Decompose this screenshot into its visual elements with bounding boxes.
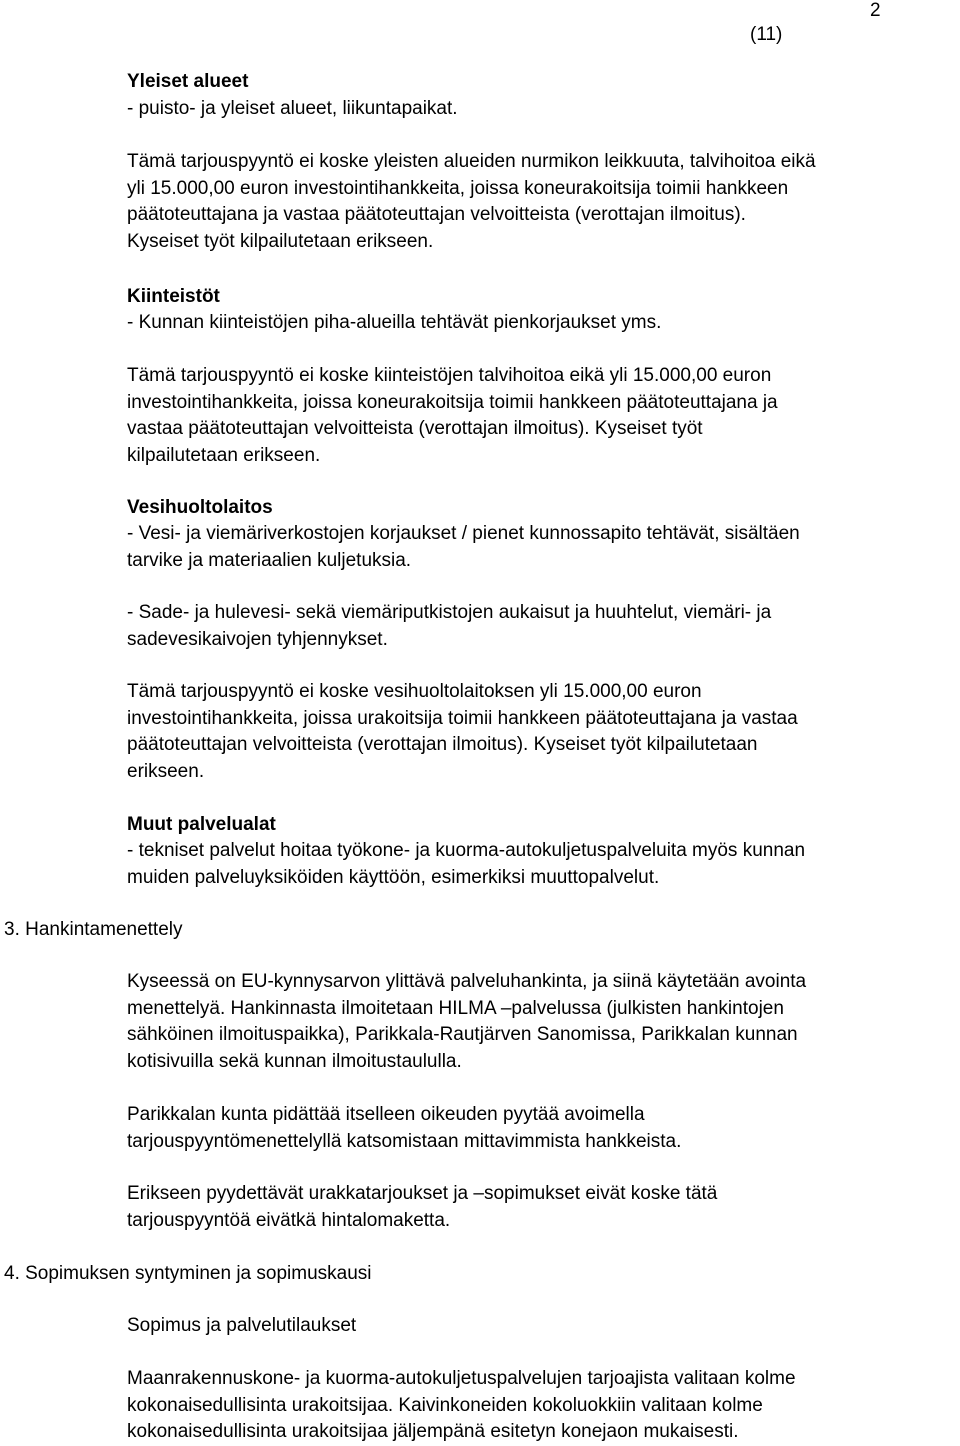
yleiset-alueet-note xyxy=(127,149,952,255)
para-line: kokonaisedullisinta urakoitsijaa. Kaivinkoneiden kokoluokkiin valitaan kolme xyxy=(127,1394,763,1416)
para-line: tarjouspyyntöä eivätkä hintalomaketta. xyxy=(127,1209,451,1231)
note-line: erikseen. xyxy=(127,760,205,782)
para-line: kokonaisedullisinta urakoitsijaa jäljempänä esitetyn konejaon mukaisesti. xyxy=(127,1421,739,1442)
item-line: sadevesikaivojen tyhjennykset. xyxy=(127,628,388,650)
para-line: Kyseessä on EU-kynnysarvon ylittävä palveluhankinta, ja siinä käytetään avointa xyxy=(127,971,807,992)
section-3-para-3 xyxy=(127,1181,952,1234)
item-line: - Sade- ja hulevesi- sekä viemäriputkistojen aukaisut ja huuhtelut, viemäri- ja xyxy=(127,602,772,623)
para-line: Maanrakennuskone- ja kuorma-autokuljetuspalvelujen tarjoajista valitaan kolme xyxy=(127,1368,796,1389)
item-line: muiden palveluyksiköiden käyttöön, esimerkiksi muuttopalvelut. xyxy=(127,866,660,888)
para-line: menettelyä. Hankinnasta ilmoitetaan HILMA –palvelussa (julkisten hankintojen xyxy=(127,997,784,1019)
section-3-para-1 xyxy=(127,969,952,1075)
section-4-subheading: Sopimus ja palvelutilaukset xyxy=(127,1315,357,1336)
note-line: päätoteuttajana ja vastaa päätoteuttajan velvoitteista (verottajan ilmoitus). xyxy=(127,204,746,225)
muut-palvelualat-item xyxy=(127,838,952,891)
item-line: - tekniset palvelut hoitaa työkone- ja kuorma-autokuljetuspalveluita myös kunnan xyxy=(127,840,806,861)
note-line: kilpailutetaan erikseen. xyxy=(127,444,321,466)
note-line: vastaa päätoteuttajan velvoitteista (verottajan ilmoitus). Kyseiset työt xyxy=(127,418,703,439)
section-4-para-1 xyxy=(127,1366,952,1446)
para-line: tarjouspyyntömenettelyllä katsomistaan mittavimmista hankkeista. xyxy=(127,1130,682,1152)
vesihuoltolaitos-note xyxy=(127,679,952,785)
note-line: Tämä tarjouspyyntö ei koske vesihuoltolaitoksen yli 15.000,00 euron xyxy=(127,681,702,702)
para-line: kotisivuilla sekä kunnan ilmoitustaululla. xyxy=(127,1050,462,1072)
yleiset-alueet-item: - puisto- ja yleiset alueet, liikuntapaikat. xyxy=(127,98,458,119)
item-line: - Vesi- ja viemäriverkostojen korjaukset / pienet kunnossapito tehtävät, sisältäen xyxy=(127,523,800,544)
section-3-para-2 xyxy=(127,1102,952,1155)
item-line: tarvike ja materiaalien kuljetuksia. xyxy=(127,549,412,571)
para-line: sähköinen ilmoituspaikka), Parikkala-Rautjärven Sanomissa, Parikkalan kunnan xyxy=(127,1024,798,1045)
section-4-heading: 4. Sopimuksen syntyminen ja sopimuskausi xyxy=(4,1263,372,1284)
note-line: investointihankkeita, joissa koneurakoitsija toimii hankkeen päätoteuttajana ja xyxy=(127,391,778,413)
page-number: 2 xyxy=(870,0,881,21)
note-line: päätoteuttajan velvoitteista (verottajan ilmoitus). Kyseiset työt kilpailutetaan xyxy=(127,734,758,755)
muut-palvelualat-title: Muut palvelualat xyxy=(127,814,276,835)
page-count: (11) xyxy=(750,24,783,45)
section-3-heading: 3. Hankintamenettely xyxy=(4,919,183,940)
para-line: Parikkalan kunta pidättää itselleen oikeuden pyytää avoimella xyxy=(127,1104,645,1125)
kiinteistot-title: Kiinteistöt xyxy=(127,286,220,307)
kiinteistot-note xyxy=(127,363,952,469)
note-line: yli 15.000,00 euron investointihankkeita, joissa koneurakoitsija toimii hankkeen xyxy=(127,177,789,199)
yleiset-alueet-title: Yleiset alueet xyxy=(127,71,249,92)
kiinteistot-item: - Kunnan kiinteistöjen piha-alueilla tehtävät pienkorjaukset yms. xyxy=(127,312,662,333)
vesihuoltolaitos-item-2 xyxy=(127,600,952,653)
note-line: Kyseiset työt kilpailutetaan erikseen. xyxy=(127,230,434,252)
vesihuoltolaitos-title: Vesihuoltolaitos xyxy=(127,497,273,518)
note-line: Tämä tarjouspyyntö ei koske kiinteistöjen talvihoitoa eikä yli 15.000,00 euron xyxy=(127,365,772,386)
vesihuoltolaitos-item-1 xyxy=(127,521,952,574)
note-line: investointihankkeita, joissa urakoitsija toimii hankkeen päätoteuttajana ja vastaa xyxy=(127,707,798,729)
para-line: Erikseen pyydettävät urakkatarjoukset ja –sopimukset eivät koske tätä xyxy=(127,1183,718,1204)
note-line: Tämä tarjouspyyntö ei koske yleisten alueiden nurmikon leikkuuta, talvihoitoa eikä xyxy=(127,151,816,172)
